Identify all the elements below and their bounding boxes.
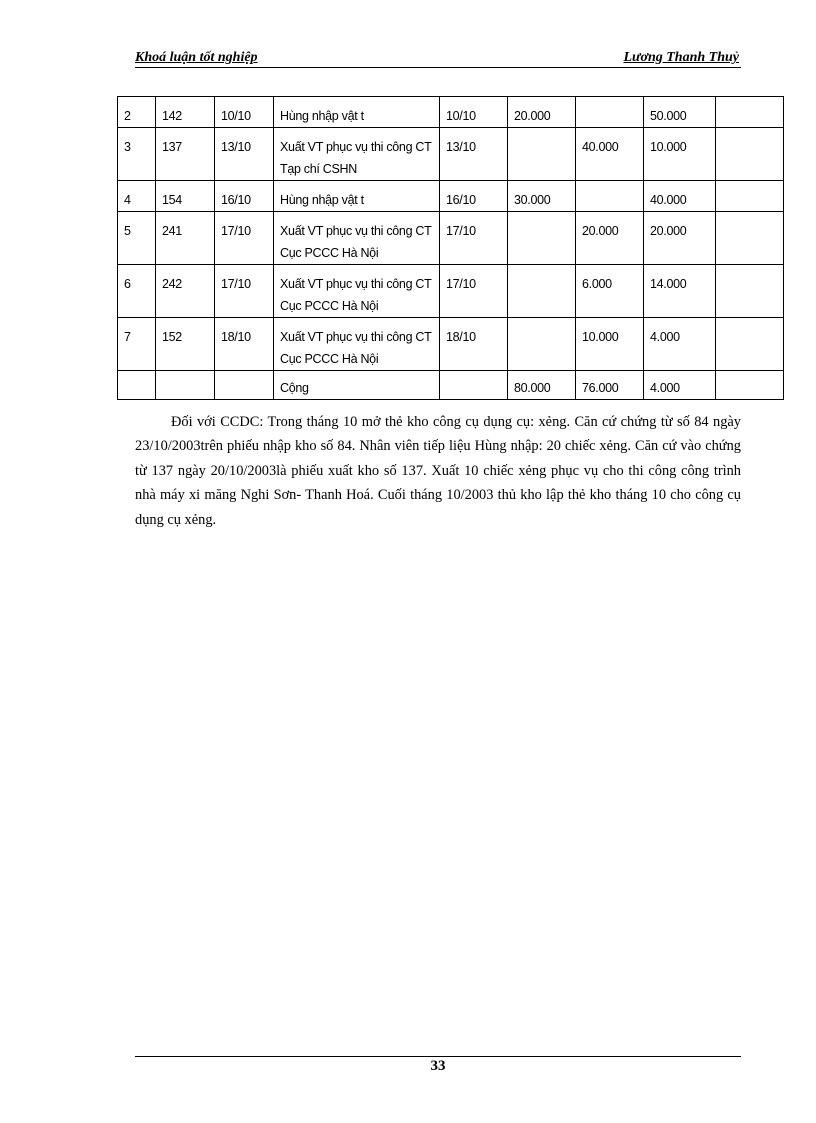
table-cell-ghi-chu [716,128,784,181]
table-cell-ngay-nx: 17/10 [440,265,508,318]
table-cell-ngay-nx: 17/10 [440,212,508,265]
table-row [118,318,784,371]
table-cell-ngay: 13/10 [215,128,274,181]
footer-rule [135,1056,741,1057]
table-cell-stt: 6 [118,265,156,318]
total-cell-xuat-sl: 76.000 [576,371,644,400]
table-cell-ton: 10.000 [644,128,716,181]
table-row [118,265,784,318]
total-cell-empty [215,371,274,400]
table-cell-nhap-sl: 20.000 [508,97,576,128]
table-cell-ghi-chu [716,318,784,371]
table-cell-ghi-chu [716,181,784,212]
table-cell-xuat-sl [576,97,644,128]
table-cell-stt: 3 [118,128,156,181]
table-cell-ghi-chu [716,265,784,318]
table-cell-dien-giai: Xuất VT phục vụ thi công CT Tạp chí CSHN [274,128,440,181]
table-cell-nhap-sl [508,128,576,181]
table-row [118,97,784,128]
table-cell-dien-giai: Hùng nhập vật t [274,97,440,128]
total-cell-empty [716,371,784,400]
table-row [118,181,784,212]
table-cell-ngay-nx: 18/10 [440,318,508,371]
body-paragraph [135,410,741,532]
table-cell-ton: 40.000 [644,181,716,212]
total-cell-empty [156,371,215,400]
table-cell-nhap: 154 [156,181,215,212]
total-cell-label: Cộng [274,371,440,400]
table-cell-dien-giai: Xuất VT phục vụ thi công CT Cục PCCC Hà Nội [274,265,440,318]
table-cell-ghi-chu [716,212,784,265]
stock-card-table [117,96,784,400]
header-thesis-title: Khoá luận tốt nghiệp [135,50,258,65]
total-cell-ton: 4.000 [644,371,716,400]
table-cell-ngay: 10/10 [215,97,274,128]
table-cell-nhap-sl [508,212,576,265]
total-cell-empty [118,371,156,400]
table-row [118,128,784,181]
table-cell-nhap: 152 [156,318,215,371]
table-total-row [118,371,784,400]
table-cell-stt: 7 [118,318,156,371]
table-body [118,97,784,400]
header-author-name: Lương Thanh Thuỷ [623,50,739,65]
table-cell-ton: 20.000 [644,212,716,265]
table-cell-nhap-sl [508,265,576,318]
table-cell-ton: 4.000 [644,318,716,371]
table-cell-stt: 4 [118,181,156,212]
page-number: 33 [430,1058,446,1074]
table-cell-ngay-nx: 16/10 [440,181,508,212]
table-cell-stt: 2 [118,97,156,128]
table-cell-stt: 5 [118,212,156,265]
table-cell-dien-giai: Xuất VT phục vụ thi công CT Cục PCCC Hà Nội [274,318,440,371]
total-cell-empty [440,371,508,400]
paragraph-text: Đối với CCDC: Trong tháng 10 mở thẻ kho công cụ dụng cụ: xẻng. Căn cứ chứng từ số 84 ngày 23/10/2003trên phiếu nhập kho số 84. Nhân viên tiếp liệu Hùng nhập: 20 chiếc xẻng. Căn cứ vào chứng từ 137 ngày 20/10/2003là phiếu xuất kho số 137. Xuất 10 chiếc xẻng phục vụ cho thi công công trình nhà máy xi măng Nghi Sơn- Thanh Hoá. Cuối tháng 10/2003 thủ kho lập thẻ kho tháng 10 cho công cụ dụng cụ xẻng. [135,414,741,528]
table-cell-xuat-sl: 40.000 [576,128,644,181]
table-cell-nhap: 142 [156,97,215,128]
table-cell-nhap-sl [508,318,576,371]
table-cell-dien-giai: Hùng nhập vật t [274,181,440,212]
table-cell-ton: 14.000 [644,265,716,318]
table-cell-ghi-chu [716,97,784,128]
table-cell-ngay: 17/10 [215,212,274,265]
page-header [135,49,741,68]
table-cell-xuat-sl [576,181,644,212]
table-cell-xuat-sl: 6.000 [576,265,644,318]
total-cell-nhap-sl: 80.000 [508,371,576,400]
table-cell-ngay-nx: 10/10 [440,97,508,128]
table-cell-ton: 50.000 [644,97,716,128]
table-cell-nhap: 241 [156,212,215,265]
table-cell-ngay: 18/10 [215,318,274,371]
table-cell-xuat-sl: 20.000 [576,212,644,265]
table-cell-nhap: 242 [156,265,215,318]
table-row [118,212,784,265]
table-cell-ngay: 17/10 [215,265,274,318]
table-cell-xuat-sl: 10.000 [576,318,644,371]
table-cell-ngay: 16/10 [215,181,274,212]
table-cell-nhap-sl: 30.000 [508,181,576,212]
table-cell-dien-giai: Xuất VT phục vụ thi công CT Cục PCCC Hà Nội [274,212,440,265]
table-cell-ngay-nx: 13/10 [440,128,508,181]
table-cell-nhap: 137 [156,128,215,181]
